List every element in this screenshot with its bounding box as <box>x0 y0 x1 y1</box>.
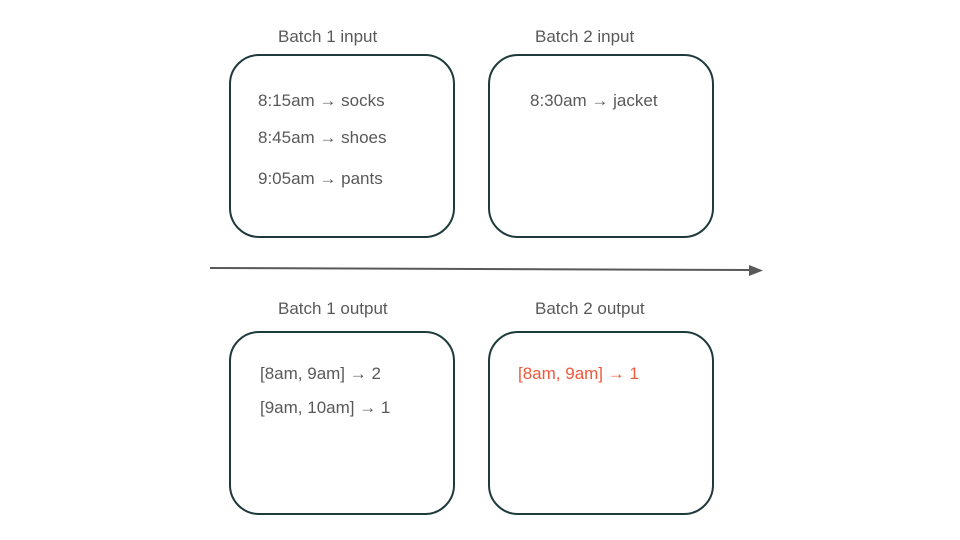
batch-2-output-box <box>488 331 714 515</box>
batch-1-input-line-2: 8:45am → shoes <box>258 128 387 147</box>
batch-1-input-label: Batch 1 input <box>278 27 378 46</box>
batch-1-output-box <box>229 331 455 515</box>
timeline-arrow-head <box>749 265 763 276</box>
batch-1-output-line-1: [8am, 9am] → 2 <box>260 364 381 383</box>
batch-2-output-line-1: [8am, 9am] → 1 <box>518 364 639 383</box>
batch-1-input-line-3: 9:05am → pants <box>258 169 383 188</box>
batch-2-input-label: Batch 2 input <box>535 27 635 46</box>
batch-2-output-label: Batch 2 output <box>535 299 645 318</box>
batch-2-input-line-1: 8:30am → jacket <box>530 91 658 110</box>
batch-1-output-line-2: [9am, 10am] → 1 <box>260 398 391 417</box>
timeline-arrow-shaft <box>210 268 750 270</box>
batch-1-output-label: Batch 1 output <box>278 299 388 318</box>
batch-1-input-line-1: 8:15am → socks <box>258 91 385 110</box>
